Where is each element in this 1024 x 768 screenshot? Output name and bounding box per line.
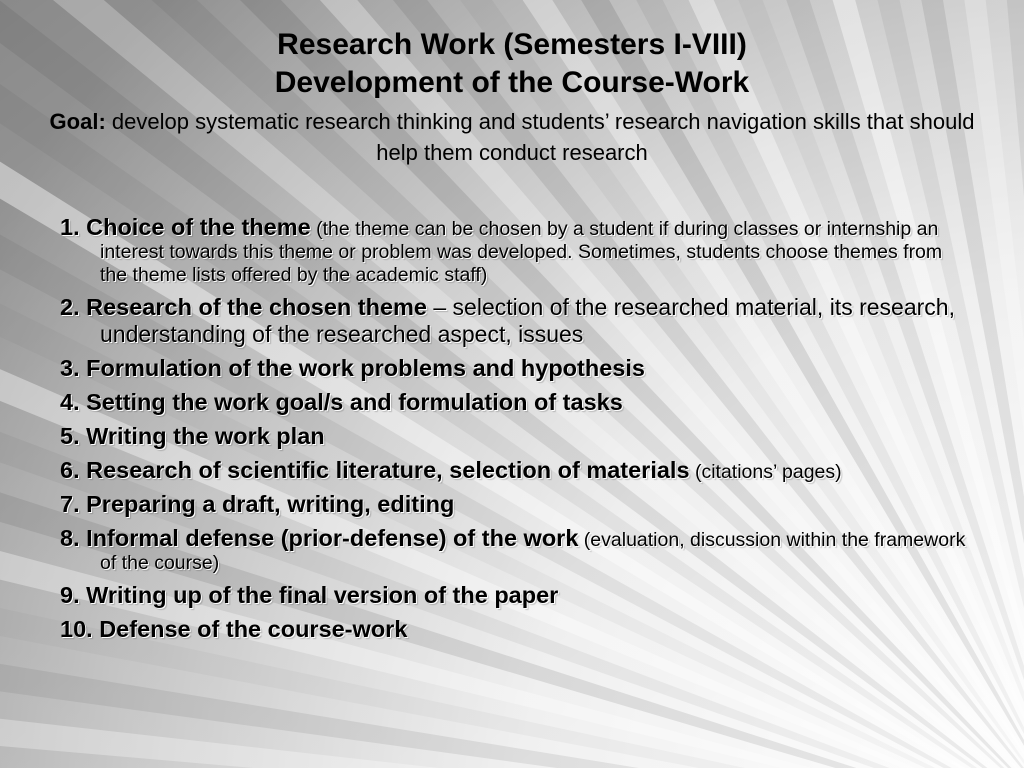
goal-label: Goal:: [49, 109, 106, 134]
step-heading: 1. Choice of the theme: [60, 214, 311, 240]
step-item: [60, 294, 970, 348]
step-heading: 5. Writing the work plan: [60, 423, 325, 449]
slide-title: Research Work (Semesters I-VIII): [277, 28, 747, 61]
step-item: [60, 214, 970, 287]
step-item: [60, 423, 970, 450]
step-detail: (the theme can be chosen by a student if during classes or internship an interest towards this theme or problem was developed. Sometimes, students choose themes from the theme lists offered by the academic staff): [100, 218, 943, 286]
step-item: [60, 457, 970, 484]
step-item: [60, 582, 970, 609]
step-heading: 8. Informal defense (prior-defense) of the work: [60, 525, 579, 551]
step-heading: 10. Defense of the course-work: [60, 616, 408, 642]
step-heading: 9. Writing up of the final version of the paper: [60, 582, 559, 608]
goal-text: develop systematic research thinking and students’ research navigation skills that should help them conduct research: [105, 109, 975, 165]
step-item: [60, 355, 970, 382]
slide-subtitle: Development of the Course-Work: [274, 66, 750, 99]
step-item: [60, 616, 970, 643]
step-heading: 7. Preparing a draft, writing, editing: [60, 491, 455, 517]
step-detail: (citations’ pages): [689, 461, 842, 483]
title-block: [40, 26, 984, 168]
step-heading: 2. Research of the chosen theme: [60, 294, 427, 320]
goal-statement: [40, 106, 984, 168]
step-item: [60, 525, 970, 575]
step-detail: – selection of the researched material, its research, understanding of the researched aspect, issues: [100, 294, 955, 347]
steps-list: [60, 214, 970, 650]
step-heading: 6. Research of scientific literature, selection of materials: [60, 457, 690, 483]
step-item: [60, 389, 970, 416]
step-heading: 3. Formulation of the work problems and hypothesis: [60, 355, 645, 381]
step-detail: (evaluation, discussion within the framework of the course): [100, 529, 966, 574]
step-item: [60, 491, 970, 518]
step-heading: 4. Setting the work goal/s and formulation of tasks: [60, 389, 623, 415]
